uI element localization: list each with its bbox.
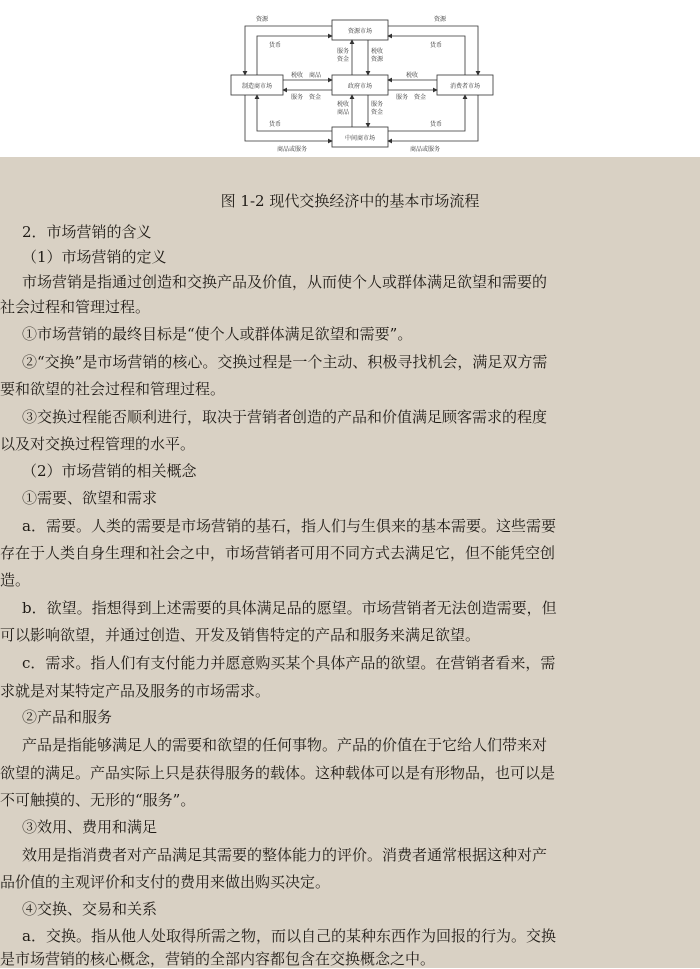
market-flow-diagram (0, 0, 700, 157)
figure-caption: 图 1-2 现代交换经济中的基本市场流程 (220, 192, 480, 210)
paragraph-line: 欲望的满足。产品实际上只是获得服务的载体。这种载体可以是有形物品，也可以是 (0, 764, 556, 782)
paragraph-line: ③交换过程能否顺利进行，取决于营销者创造的产品和价值满足顾客需求的程度 (22, 408, 548, 426)
paragraph-line: ①市场营销的最终目标是“使个人或群体满足欲望和需要”。 (22, 325, 413, 343)
flow-label: 商品或服务 (276, 146, 308, 153)
paragraph-line: 效用是指消费者对产品满足其需要的整体能力的评价。消费者通常根据这种对产 (22, 846, 548, 864)
paragraph-line: 社会过程和管理过程。 (0, 298, 151, 316)
flow-label: 资金 (308, 94, 322, 101)
paragraph-line: 市场营销是指通过创造和交换产品及价值，从而使个人或群体满足欲望和需要的 (22, 273, 548, 291)
item-heading: ③效用、费用和满足 (22, 818, 158, 836)
flow-label: 资源 (370, 56, 384, 63)
paragraph-line: 品价值的主观评价和支付的费用来做出购买决定。 (0, 873, 331, 891)
paragraph-line: 造。 (0, 571, 31, 589)
node-intermediary-label: 中间商市场 (344, 135, 376, 142)
item-heading: ②产品和服务 (22, 708, 113, 726)
flow-label: 税收 (370, 48, 384, 55)
paragraph-line: a．交换。指从他人处取得所需之物，而以自己的某种东西作为回报的行为。交换 (22, 927, 556, 945)
paragraph-line: a．需要。人类的需要是市场营销的基石，指人们与生俱来的基本需要。这些需要 (22, 517, 556, 535)
paragraph-line: 不可触摸的、无形的“服务”。 (0, 791, 196, 809)
flow-label: 商品或服务 (409, 146, 441, 153)
paragraph-line: 以及对交换过程管理的水平。 (0, 435, 196, 453)
paragraph-line: 要和欲望的社会过程和管理过程。 (0, 380, 226, 398)
flow-label: 货币 (429, 121, 443, 128)
section-heading: 2．市场营销的含义 (22, 223, 152, 241)
flow-label: 资源 (255, 16, 269, 23)
paragraph-line: 存在于人类自身生理和社会之中，市场营销者可用不同方式去满足它，但不能凭空创 (0, 544, 556, 562)
node-government-label: 政府市场 (347, 83, 373, 90)
flow-label: 商品 (336, 109, 350, 116)
flow-label: 服务 (370, 101, 384, 108)
flow-label: 货币 (268, 42, 282, 49)
flow-label: 货币 (429, 42, 443, 49)
item-heading: ④交换、交易和关系 (22, 900, 158, 918)
paragraph-line: 产品是指能够满足人的需要和欲望的任何事物。产品的价值在于它给人们带来对 (22, 736, 548, 754)
node-resource-label: 资源市场 (347, 28, 373, 35)
flow-label: 资源 (433, 16, 447, 23)
flow-label: 服务 (290, 94, 304, 101)
flow-label: 商品 (308, 72, 322, 79)
paragraph-line: 是市场营销的核心概念，营销的全部内容都包含在交换概念之中。 (0, 950, 436, 968)
paragraph-line: c．需求。指人们有支付能力并愿意购买某个具体产品的欲望。在营销者看来，需 (22, 654, 556, 672)
subsection-heading: （2）市场营销的相关概念 (22, 462, 197, 480)
node-consumer-label: 消费者市场 (449, 83, 481, 90)
flow-label: 税收 (290, 72, 304, 79)
item-heading: ①需要、欲望和需求 (22, 489, 158, 507)
flow-label: 资金 (336, 56, 350, 63)
paragraph-line: 可以影响欲望，并通过创造、开发及销售特定的产品和服务来满足欲望。 (0, 626, 481, 644)
subsection-heading: （1）市场营销的定义 (22, 248, 167, 266)
paragraph-line: 求就是对某特定产品及服务的市场需求。 (0, 682, 271, 700)
flow-label: 服务 (336, 48, 350, 55)
diagram-area (0, 0, 700, 157)
flow-label: 资金 (370, 109, 384, 116)
flow-label: 税收 (336, 101, 350, 108)
paragraph-line: b．欲望。指想得到上述需要的具体满足品的愿望。市场营销者无法创造需要，但 (22, 599, 557, 617)
flow-label: 税收 (405, 72, 419, 79)
node-manufacturer-label: 制造商市场 (241, 83, 273, 90)
flow-label: 服务 (395, 94, 409, 101)
flow-label: 货币 (268, 121, 282, 128)
paragraph-line: ②“交换”是市场营销的核心。交换过程是一个主动、积极寻找机会，满足双方需 (22, 353, 548, 371)
flow-label: 资金 (413, 94, 427, 101)
